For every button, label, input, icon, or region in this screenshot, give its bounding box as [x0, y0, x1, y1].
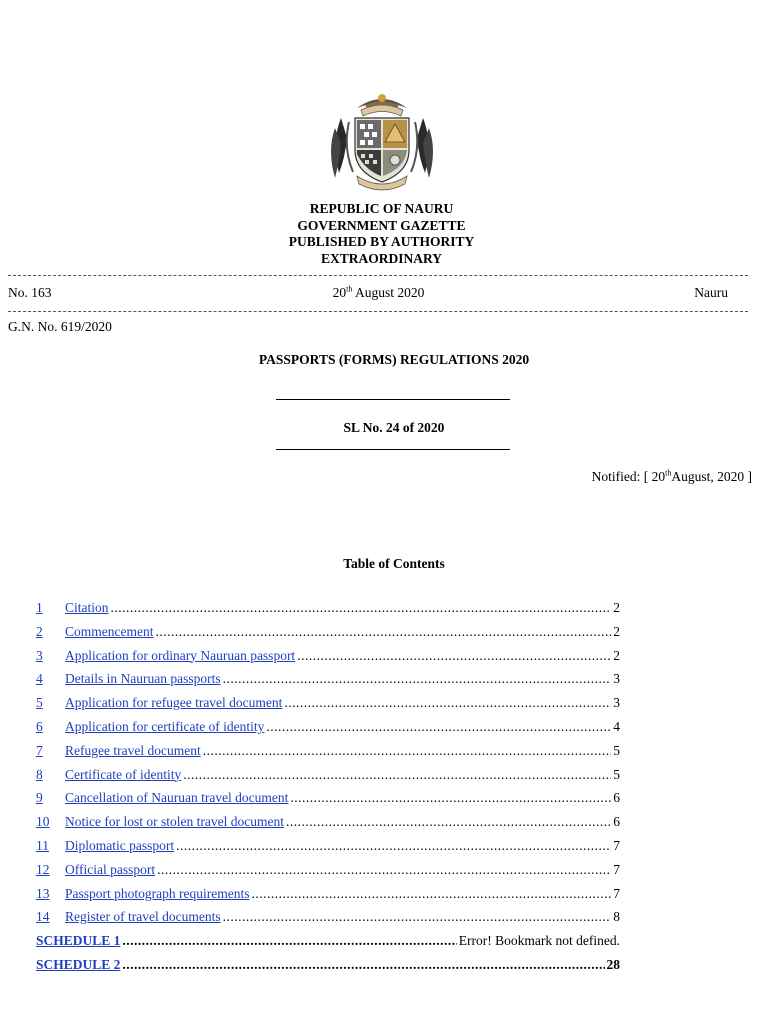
gazette-number: No. 163	[8, 285, 52, 300]
regulation-title: PASSPORTS (FORMS) REGULATIONS 2020	[258, 352, 530, 367]
toc-entry-link[interactable]: Certificate of identity	[65, 766, 182, 782]
toc-entry-page: 2	[613, 623, 620, 639]
toc-entry[interactable]	[36, 814, 620, 838]
toc-entry-number[interactable]: 8	[36, 766, 43, 782]
toc-entry-page: 5	[613, 742, 620, 758]
toc-leader-dots	[157, 862, 611, 878]
toc-schedule-entry[interactable]	[36, 933, 620, 957]
title-underline-bottom	[276, 449, 510, 450]
toc-entry[interactable]	[36, 886, 620, 910]
toc-leader-dots	[297, 648, 611, 664]
notified-prefix: Notified: [ 20	[591, 469, 666, 484]
sl-number: SL No. 24 of 2020	[343, 420, 445, 435]
toc-entry-number[interactable]: 9	[36, 790, 43, 806]
toc-entry-link[interactable]: Details in Nauruan passports	[65, 671, 221, 687]
toc-leader-dots	[290, 790, 611, 806]
gazette-date	[0, 285, 770, 301]
notified-rest: August, 2020 ]	[671, 469, 752, 484]
toc-leader-dots	[122, 933, 456, 949]
toc-entry-page: 6	[613, 790, 620, 806]
toc-entry-number[interactable]: 6	[36, 718, 43, 734]
toc-entry[interactable]	[36, 909, 620, 933]
toc-heading: Table of Contents	[343, 556, 445, 571]
masthead-line-extraordinary: EXTRAORDINARY	[320, 250, 443, 266]
toc-entry-link[interactable]: Diplomatic passport	[65, 837, 175, 853]
toc-entry-number[interactable]: 10	[36, 814, 50, 830]
schedule-2-link[interactable]: SCHEDULE 2	[36, 956, 121, 972]
toc-entry-page: 3	[613, 695, 620, 711]
toc-entry[interactable]	[36, 743, 620, 767]
toc-entry-number[interactable]: 7	[36, 742, 43, 758]
toc-entry-link[interactable]: Official passport	[65, 861, 156, 877]
schedule-1-page: Error! Bookmark not defined.	[458, 933, 620, 949]
masthead-line-authority: PUBLISHED BY AUTHORITY	[288, 234, 475, 249]
toc-entry-link[interactable]: Commencement	[65, 623, 154, 639]
toc-entry-number[interactable]: 11	[36, 837, 49, 853]
toc-entry-number[interactable]: 4	[36, 671, 43, 687]
toc-leader-dots	[155, 624, 611, 640]
toc-entry-link[interactable]: Refugee travel document	[65, 742, 201, 758]
toc-entry[interactable]	[36, 719, 620, 743]
toc-entry-page: 4	[613, 718, 620, 734]
date-rest: August 2020	[352, 285, 425, 300]
toc-entry-page: 2	[613, 600, 620, 615]
toc-entry-number[interactable]: 14	[36, 909, 50, 925]
title-underline-top	[276, 399, 510, 400]
gazette-place: Nauru	[694, 285, 728, 300]
toc-entry-number[interactable]: 3	[36, 647, 43, 663]
date-suffix: th	[346, 284, 353, 294]
notified-date	[592, 469, 752, 485]
toc-entry[interactable]	[36, 838, 620, 862]
toc-entry[interactable]	[36, 624, 620, 648]
toc-entry[interactable]	[36, 862, 620, 886]
toc-leader-dots	[203, 743, 612, 759]
masthead-line-republic: REPUBLIC OF NAURU	[309, 201, 454, 216]
toc-entry-link[interactable]: Cancellation of Nauruan travel document	[65, 790, 289, 806]
toc-entry[interactable]	[36, 790, 620, 814]
toc-entry-page: 7	[613, 885, 620, 901]
toc-leader-dots	[284, 695, 611, 711]
toc-entry-link[interactable]: Notice for lost or stolen travel document	[65, 814, 284, 830]
toc-entry[interactable]	[36, 695, 620, 719]
gazette-masthead	[0, 201, 770, 267]
dashed-divider-bottom	[8, 311, 748, 312]
toc-entry-number[interactable]: 5	[36, 695, 43, 711]
toc-entry-number[interactable]: 12	[36, 861, 50, 877]
toc-leader-dots	[223, 909, 612, 925]
toc-entry-page: 2	[613, 647, 620, 663]
notified-suffix: th	[665, 468, 672, 478]
date-day: 20	[332, 285, 347, 300]
toc-entry-link[interactable]: Citation	[65, 600, 109, 615]
toc-leader-dots	[266, 719, 611, 735]
toc-entry-number[interactable]: 1	[36, 600, 43, 615]
gn-number: G.N. No. 619/2020	[8, 319, 112, 334]
toc-entry-page: 7	[613, 837, 620, 853]
toc-leader-dots	[223, 671, 612, 687]
toc-entry-page: 7	[613, 861, 620, 877]
toc-leader-dots	[183, 767, 611, 783]
toc-entry-number[interactable]: 13	[36, 885, 50, 901]
dashed-divider-top	[8, 275, 748, 276]
schedule-1-link[interactable]: SCHEDULE 1	[36, 933, 121, 949]
toc-entry-link[interactable]: Application for ordinary Nauruan passport	[65, 647, 296, 663]
toc-leader-dots	[176, 838, 611, 854]
toc-entry-page: 8	[613, 909, 620, 925]
toc-schedule-entry[interactable]	[36, 957, 620, 981]
toc-entry[interactable]	[36, 767, 620, 791]
toc-entry-link[interactable]: Application for refugee travel document	[65, 695, 283, 711]
toc-leader-dots	[286, 814, 611, 830]
toc-entry-page: 5	[613, 766, 620, 782]
toc-entry-page: 6	[613, 814, 620, 830]
schedule-2-page: 28	[606, 956, 620, 972]
masthead-line-gazette: GOVERNMENT GAZETTE	[297, 217, 466, 233]
toc-entry-number[interactable]: 2	[36, 623, 43, 639]
nauru-coat-of-arms-emblem	[327, 88, 437, 192]
toc-leader-dots	[251, 886, 611, 902]
toc-leader-dots	[122, 957, 604, 973]
toc-leader-dots	[111, 600, 612, 616]
toc-entry-link[interactable]: Application for certificate of identity	[65, 718, 265, 734]
table-of-contents	[36, 600, 620, 981]
toc-entry[interactable]	[36, 648, 620, 672]
toc-entry[interactable]	[36, 671, 620, 695]
toc-entry-link[interactable]: Register of travel documents	[65, 909, 221, 925]
toc-entry[interactable]	[36, 600, 620, 624]
toc-entry-page: 3	[613, 671, 620, 687]
toc-entry-link[interactable]: Passport photograph requirements	[65, 885, 250, 901]
